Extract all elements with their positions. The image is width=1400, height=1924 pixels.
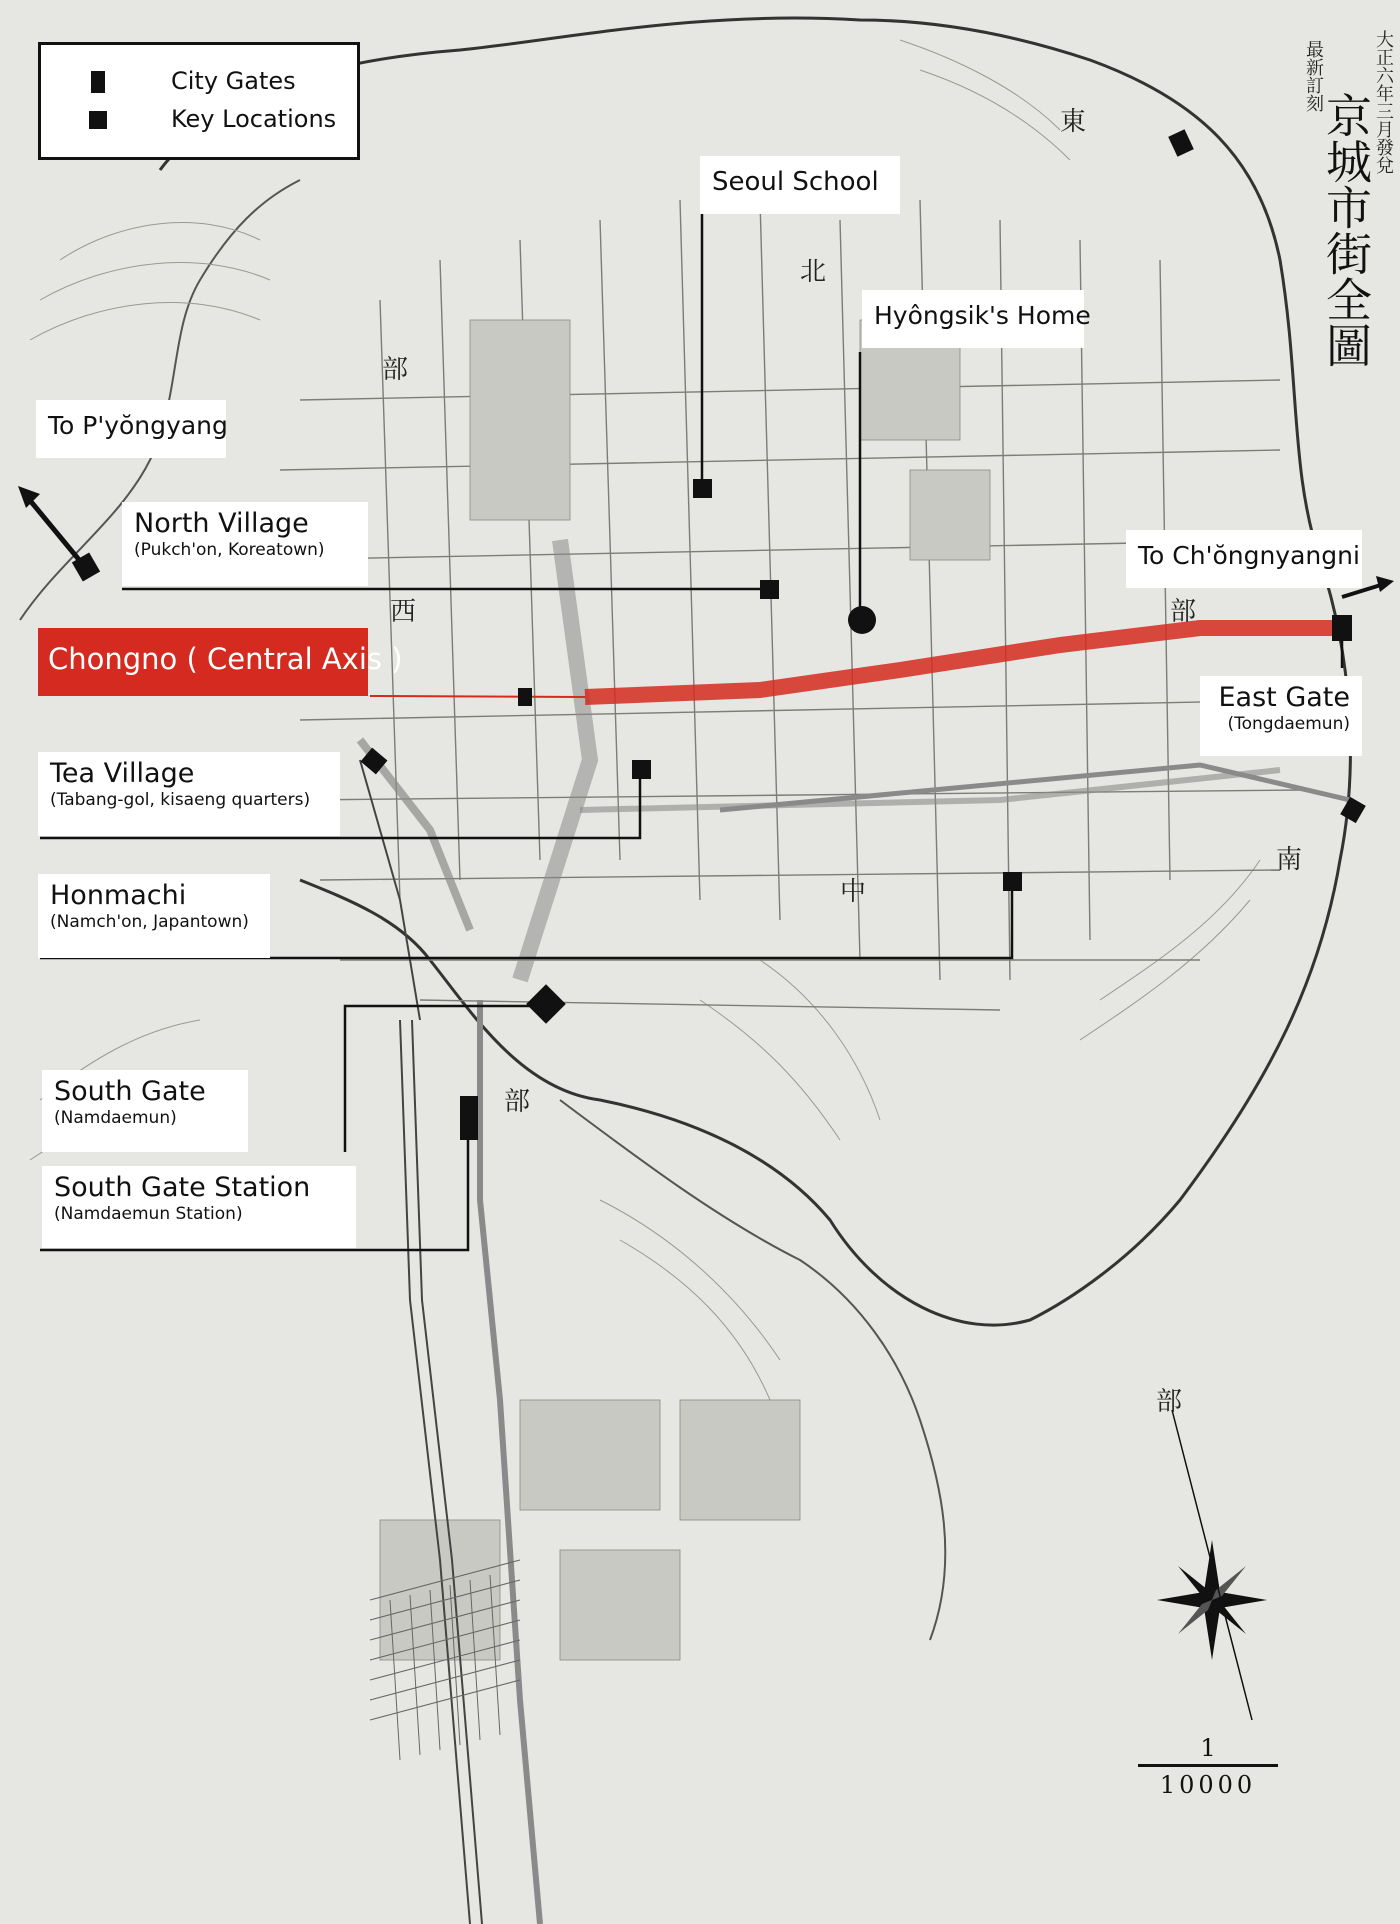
map-legend <box>38 42 360 160</box>
map-char-district: 部 <box>1156 1387 1183 1417</box>
label-to-chongnyangni <box>1126 530 1362 588</box>
label-honmachi-text: Honmachi <box>50 880 187 911</box>
legend-city-gates: City Gates <box>171 67 296 95</box>
label-north-village-sub: (Pukch'on, Koreatown) <box>134 540 325 561</box>
map-title-annotation: 最新訂刻 <box>1303 40 1324 112</box>
label-seoul-school <box>700 156 900 214</box>
label-south-gate-station <box>42 1166 356 1248</box>
scale-numerator: 1 <box>1200 1734 1216 1762</box>
label-seoul-school-text: Seoul School <box>712 167 879 197</box>
label-east-gate-text: East Gate <box>1218 682 1350 713</box>
label-honmachi-sub: (Namch'on, Japantown) <box>50 912 249 933</box>
label-south-gate-text: South Gate <box>54 1076 206 1107</box>
label-north-village-text: North Village <box>134 508 309 539</box>
label-to-chongnyangni-text: To Ch'ŏngnyangni <box>1138 541 1360 570</box>
legend-key-locations: Key Locations <box>171 105 337 133</box>
label-east-gate-sub: (Tongdaemun) <box>1227 714 1350 735</box>
label-chongno-axis: Chongno ( Central Axis ) <box>38 628 368 696</box>
gate-marker-icon <box>1332 615 1352 641</box>
location-marker-icon <box>693 479 712 498</box>
label-south-gate-station-sub: (Namdaemun Station) <box>54 1204 243 1225</box>
map-char-district: 部 <box>504 1087 531 1117</box>
label-hyongsik-home-text: Hyôngsik's Home <box>874 301 1091 330</box>
label-south-gate <box>42 1070 248 1152</box>
label-south-gate-station-text: South Gate Station <box>54 1172 311 1203</box>
map-char-south: 南 <box>1276 845 1303 875</box>
location-marker-icon <box>760 580 779 599</box>
map-title: 京城市街全圖 <box>1319 92 1373 368</box>
label-to-pyongyang <box>36 400 226 458</box>
label-north-village <box>122 502 368 586</box>
location-marker-icon <box>89 111 107 129</box>
label-to-pyongyang-text: To P'yŏngyang <box>48 411 228 440</box>
map-char-west: 西 <box>390 597 417 627</box>
location-marker-icon <box>518 688 532 706</box>
home-dot-icon <box>848 606 876 634</box>
chongno-leader-line <box>370 696 585 697</box>
scale-denominator: 10000 <box>1138 1764 1278 1799</box>
label-tea-village <box>38 752 340 836</box>
location-marker-icon <box>1003 872 1022 891</box>
label-south-gate-sub: (Namdaemun) <box>54 1108 177 1129</box>
label-east-gate <box>1200 676 1362 756</box>
map-char-district: 部 <box>382 355 409 385</box>
gate-marker-icon <box>91 71 105 93</box>
map-scale <box>1138 1734 1278 1799</box>
label-honmachi <box>38 874 270 958</box>
map-char-north: 北 <box>800 257 827 287</box>
map-title-date: 大正六年三月發兌 <box>1373 30 1394 174</box>
map-char-east: 東 <box>1060 107 1087 137</box>
location-marker-icon <box>632 760 651 779</box>
location-marker-icon <box>460 1096 478 1140</box>
map-char-central: 中 <box>840 877 867 907</box>
label-hyongsik-home <box>862 290 1091 348</box>
label-tea-village-text: Tea Village <box>50 758 195 789</box>
map-char-district: 部 <box>1170 597 1197 627</box>
label-tea-village-sub: (Tabang-gol, kisaeng quarters) <box>50 790 311 811</box>
